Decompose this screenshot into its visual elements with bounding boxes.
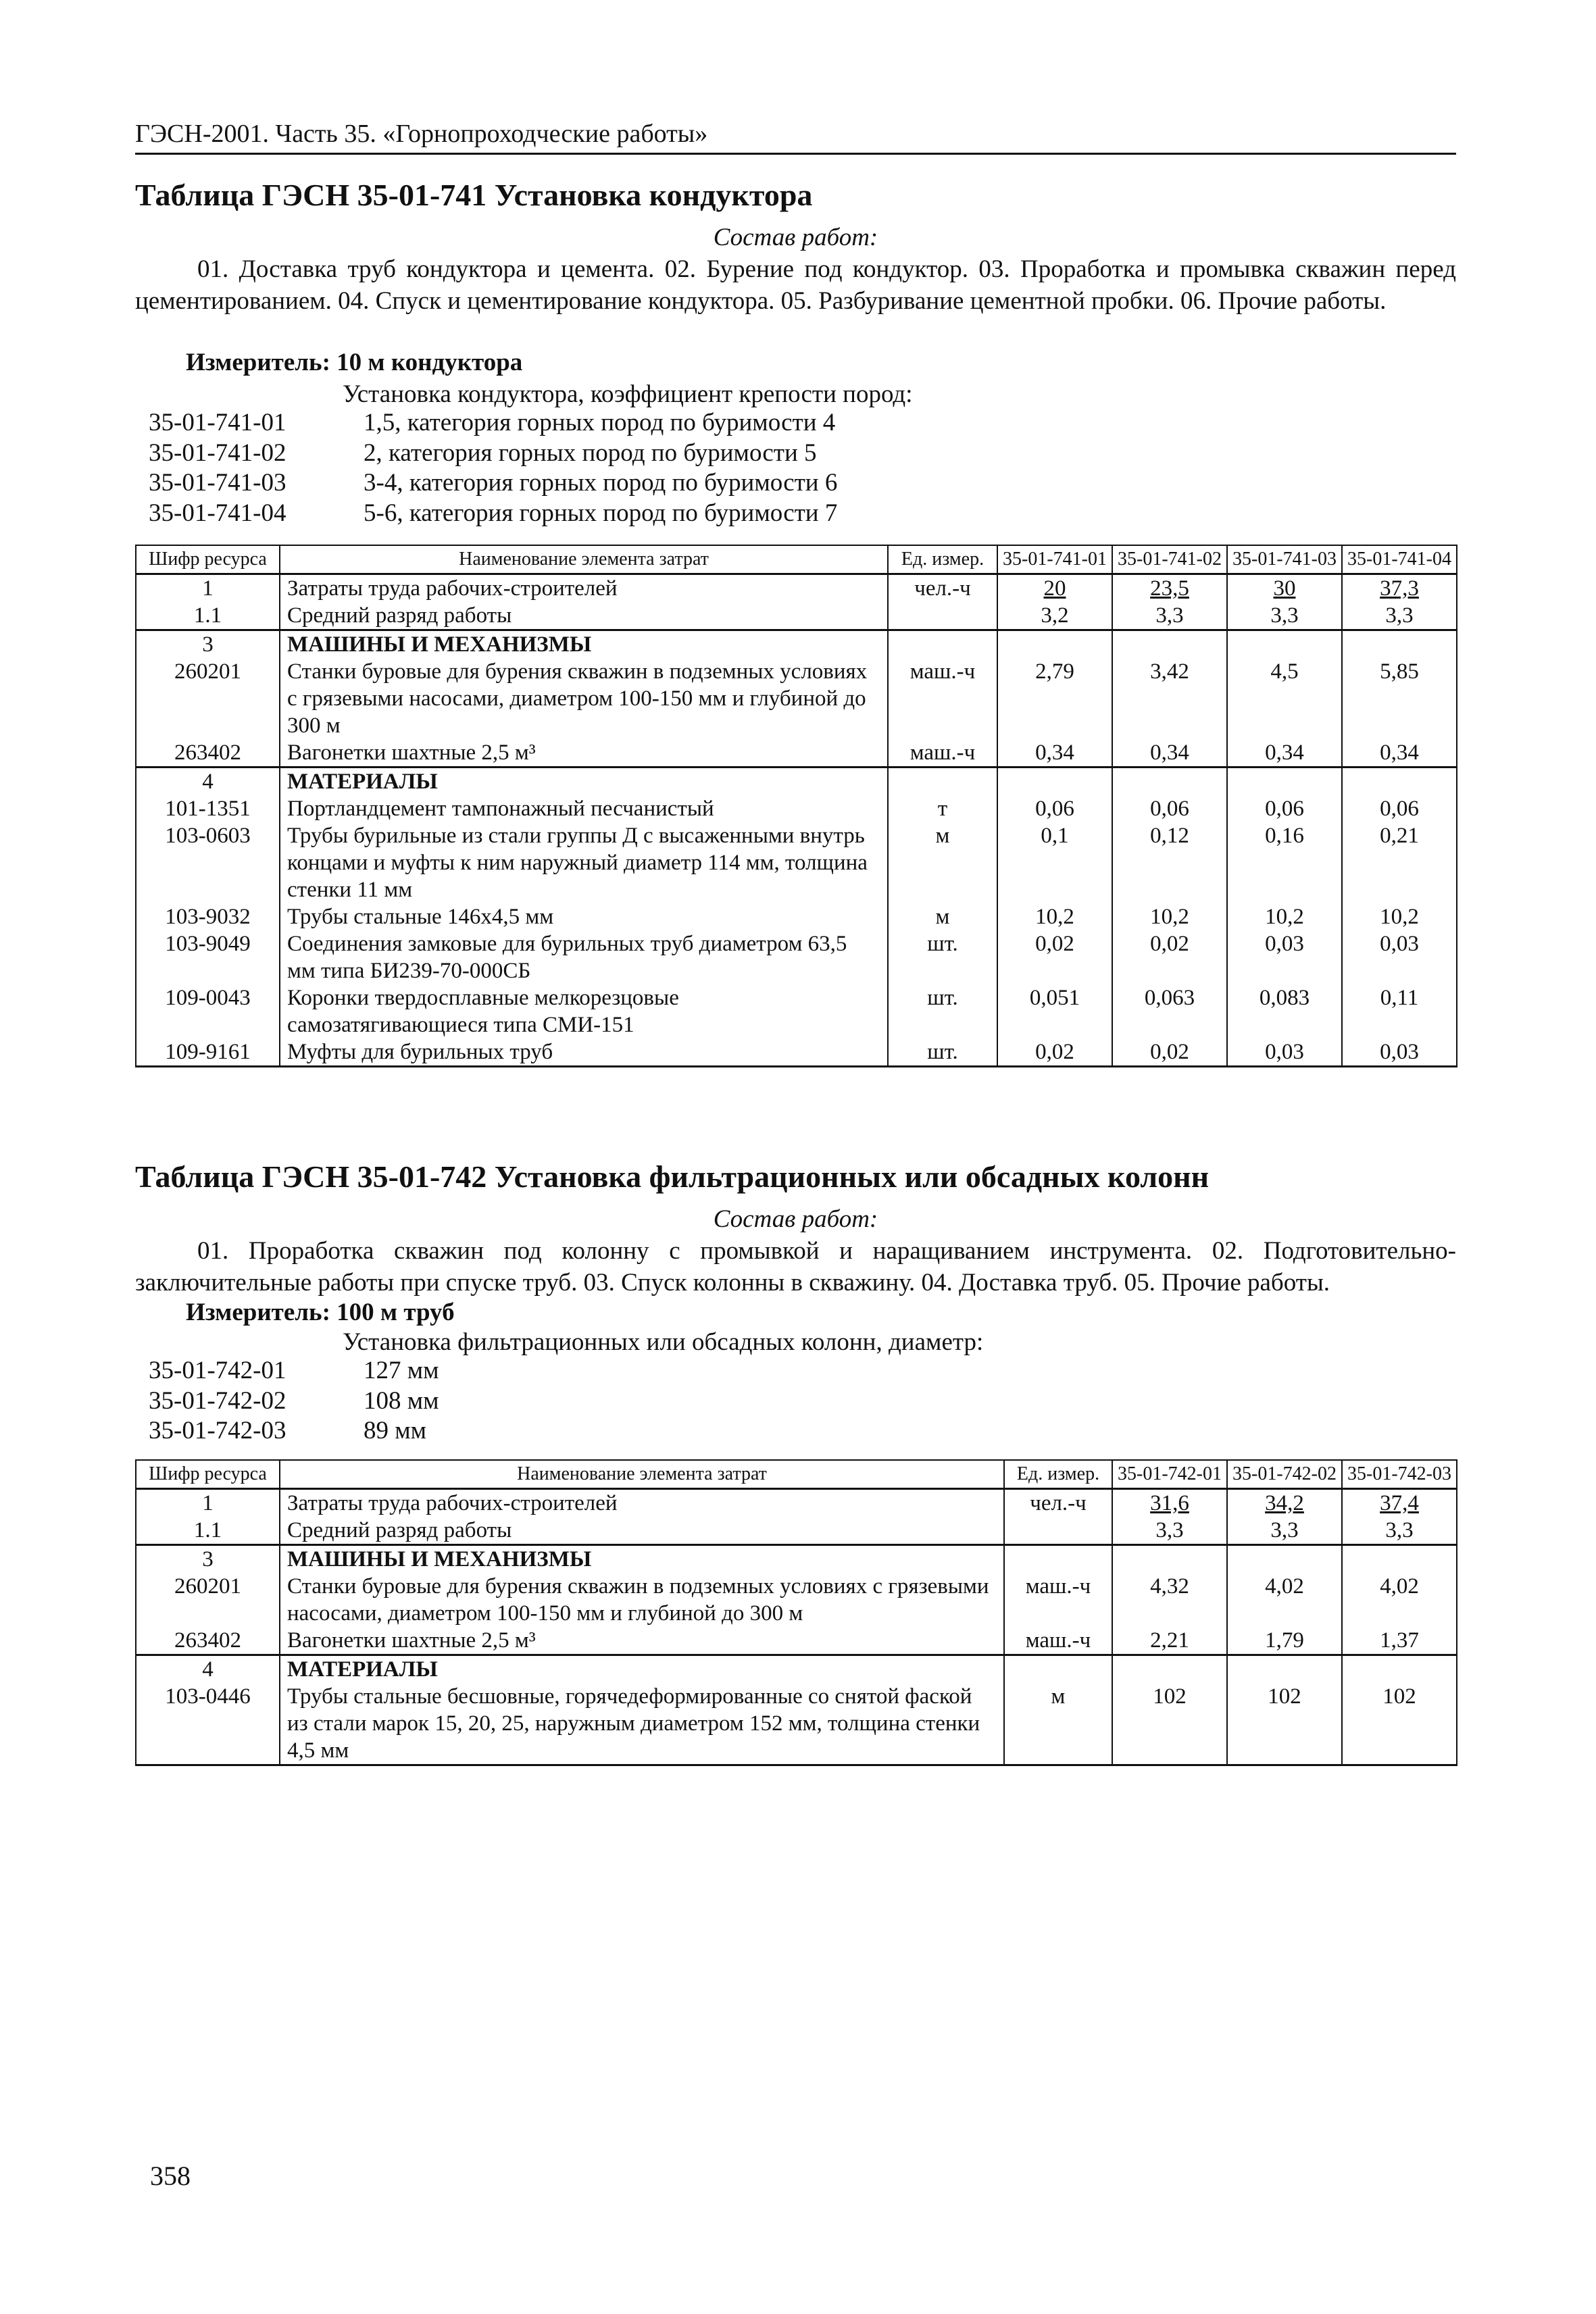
cell-name: Затраты труда рабочих-строителей (280, 574, 888, 603)
table1-work-composition: 01. Доставка труб кондуктора и цемента. 02. Бурение под кондуктор. 03. Проработка и промывка скважин перед цементированием. 04. Спуск и цементирование кондуктора. 05. Разбуривание цементной пробки. 06. Прочие работы. (135, 255, 1456, 315)
cell-value: 0,03 (1227, 1038, 1342, 1067)
variant-code: 35-01-741-04 (149, 499, 286, 527)
cell-name: Трубы бурильные из стали группы Д с высаженными внутрь концами и муфты к ним наружный диаметр 114 мм, толщина стенки 11 мм (280, 822, 888, 903)
header-variant: 35-01-742-01 (1112, 1460, 1227, 1489)
header-variant: 35-01-742-02 (1227, 1460, 1342, 1489)
table1-measure: Измеритель: 10 м кондуктора (186, 349, 523, 376)
cell-unit: м (1004, 1683, 1112, 1765)
cell-value: 1,37 (1342, 1627, 1457, 1655)
table1-variants-list (149, 408, 837, 528)
variant-code: 35-01-742-03 (149, 1417, 286, 1444)
cell-unit (888, 602, 997, 630)
cell-value: 3,3 (1112, 602, 1227, 630)
table2-measure: Измеритель: 100 м труб (186, 1299, 455, 1326)
table2-resources (135, 1459, 1457, 1766)
group-header-row (136, 1545, 1457, 1574)
table-row (136, 658, 1457, 739)
group-code: 3 (136, 630, 280, 659)
cell-value: 102 (1342, 1683, 1457, 1765)
cell-value: 2,79 (997, 658, 1112, 739)
cell-value: 3,3 (1342, 602, 1457, 630)
table-row (136, 795, 1457, 822)
cell-value: 3,3 (1112, 1517, 1227, 1545)
cell-value: 4,32 (1112, 1573, 1227, 1627)
header-variant: 35-01-741-01 (997, 545, 1112, 574)
cell-value: 10,2 (1342, 903, 1457, 930)
cell-code: 263402 (136, 739, 280, 768)
cell-value: 31,6 (1112, 1489, 1227, 1517)
cell-code: 1 (136, 574, 280, 603)
table-row (136, 984, 1457, 1038)
header-variant: 35-01-742-03 (1342, 1460, 1457, 1489)
table2-title: Таблица ГЭСН 35-01-742 Установка фильтрационных или обсадных колонн (135, 1159, 1210, 1194)
cell-value: 37,3 (1342, 574, 1457, 603)
cell-unit (1004, 1517, 1112, 1545)
variant-code: 35-01-741-01 (149, 409, 286, 436)
cell-code: 103-9032 (136, 903, 280, 930)
cell-code: 101-1351 (136, 795, 280, 822)
cell-name: Станки буровые для бурения скважин в подземных условиях с грязевыми насосами, диаметром 100-150 мм и глубиной до 300 м (280, 658, 888, 739)
table-row (136, 1683, 1457, 1765)
table2-sostav-label: Состав работ: (713, 1205, 878, 1233)
variant-text: 127 мм (364, 1357, 439, 1384)
cell-code: 1.1 (136, 1517, 280, 1545)
variant-text: 5-6, категория горных пород по буримости 7 (364, 499, 838, 527)
group-header-row (136, 630, 1457, 659)
table-row (136, 1038, 1457, 1067)
group-code: 3 (136, 1545, 280, 1574)
cell-code: 109-0043 (136, 984, 280, 1038)
cell-value: 1,79 (1227, 1627, 1342, 1655)
group-header-row (136, 1655, 1457, 1684)
cell-value: 4,02 (1342, 1573, 1457, 1627)
header-code: Шифр ресурса (136, 545, 280, 574)
cell-name: Трубы стальные 146х4,5 мм (280, 903, 888, 930)
cell-value: 4,02 (1227, 1573, 1342, 1627)
table-row (136, 930, 1457, 984)
table-row (136, 1517, 1457, 1545)
cell-value: 0,06 (1342, 795, 1457, 822)
variant-row (149, 438, 837, 469)
variant-row (149, 408, 837, 438)
cell-value: 3,3 (1342, 1517, 1457, 1545)
group-title: МАШИНЫ И МЕХАНИЗМЫ (280, 630, 888, 659)
header-variant: 35-01-741-03 (1227, 545, 1342, 574)
cell-value: 0,02 (1112, 930, 1227, 984)
cell-code: 263402 (136, 1627, 280, 1655)
cell-unit: чел.-ч (1004, 1489, 1112, 1517)
cell-unit: м (888, 903, 997, 930)
cell-value: 0,11 (1342, 984, 1457, 1038)
cell-value: 102 (1112, 1683, 1227, 1765)
table2-work-composition: 01. Проработка скважин под колонну с промывкой и наращиванием инструмента. 02. Подготовительно-заключительные работы при спуске труб. 03. Спуск колонны в скважину. 04. Доставка труб. 05. Прочие работы. (135, 1237, 1456, 1297)
cell-value: 0,34 (1227, 739, 1342, 768)
cell-code: 103-0603 (136, 822, 280, 903)
cell-name: Вагонетки шахтные 2,5 м³ (280, 1627, 1004, 1655)
table-row (136, 1489, 1457, 1517)
cell-value: 4,5 (1227, 658, 1342, 739)
variant-code: 35-01-742-01 (149, 1357, 286, 1384)
variant-code: 35-01-741-02 (149, 438, 286, 467)
cell-name: Портландцемент тампонажный песчанистый (280, 795, 888, 822)
variant-row (149, 499, 837, 529)
variant-row (149, 1356, 439, 1386)
cell-code: 1 (136, 1489, 280, 1517)
cell-name: Вагонетки шахтные 2,5 м³ (280, 739, 888, 768)
cell-unit: чел.-ч (888, 574, 997, 603)
table2-variants-list (149, 1356, 439, 1447)
cell-value: 0,34 (997, 739, 1112, 768)
cell-name: Трубы стальные бесшовные, горячедеформированные со снятой фаской из стали марок 15, 20, 25, наружным диаметром 152 мм, толщина стенки 4,5 мм (280, 1683, 1004, 1765)
cell-code: 109-9161 (136, 1038, 280, 1067)
cell-name: Затраты труда рабочих-строителей (280, 1489, 1004, 1517)
group-title: МАТЕРИАЛЫ (280, 1655, 1004, 1684)
cell-unit: маш.-ч (888, 739, 997, 768)
cell-code: 260201 (136, 658, 280, 739)
cell-value: 3,42 (1112, 658, 1227, 739)
variant-row (149, 1386, 439, 1417)
cell-name: Средний разряд работы (280, 1517, 1004, 1545)
table-row (136, 1573, 1457, 1627)
cell-code: 103-0446 (136, 1683, 280, 1765)
cell-value: 0,03 (1227, 930, 1342, 984)
table-row (136, 602, 1457, 630)
cell-value: 0,03 (1342, 930, 1457, 984)
table2-variants-intro: Установка фильтрационных или обсадных колонн, диаметр: (343, 1328, 984, 1356)
header-unit: Ед. измер. (888, 545, 997, 574)
cell-code: 260201 (136, 1573, 280, 1627)
variant-code: 35-01-741-03 (149, 469, 286, 497)
header-variant: 35-01-741-02 (1112, 545, 1227, 574)
cell-name: Средний разряд работы (280, 602, 888, 630)
table1-title: Таблица ГЭСН 35-01-741 Установка кондуктора (135, 178, 813, 212)
cell-name: Соединения замковые для бурильных труб диаметром 63,5 мм типа БИ239-70-000СБ (280, 930, 888, 984)
cell-name: Муфты для бурильных труб (280, 1038, 888, 1067)
variant-text: 2, категория горных пород по буримости 5 (364, 438, 817, 467)
header-unit: Ед. измер. (1004, 1460, 1112, 1489)
table-row (136, 822, 1457, 903)
group-code: 4 (136, 768, 280, 796)
group-header-row (136, 768, 1457, 796)
variant-text: 3-4, категория горных пород по буримости 6 (364, 469, 838, 497)
cell-value: 2,21 (1112, 1627, 1227, 1655)
cell-value: 0,063 (1112, 984, 1227, 1038)
cell-name: Станки буровые для бурения скважин в подземных условиях с грязевыми насосами, диаметром 100-150 мм и глубиной до 300 м (280, 1573, 1004, 1627)
cell-value: 0,02 (997, 930, 1112, 984)
cell-value: 0,03 (1342, 1038, 1457, 1067)
cell-value: 0,16 (1227, 822, 1342, 903)
cell-value: 0,21 (1342, 822, 1457, 903)
variant-row (149, 1416, 439, 1447)
cell-value: 3,3 (1227, 602, 1342, 630)
cell-value: 37,4 (1342, 1489, 1457, 1517)
cell-value: 0,1 (997, 822, 1112, 903)
cell-value: 0,06 (1227, 795, 1342, 822)
cell-value: 0,02 (1112, 1038, 1227, 1067)
cell-value: 10,2 (1112, 903, 1227, 930)
cell-unit: маш.-ч (1004, 1573, 1112, 1627)
cell-value: 0,06 (997, 795, 1112, 822)
header-variant: 35-01-741-04 (1342, 545, 1457, 574)
table-row (136, 1627, 1457, 1655)
group-title: МАШИНЫ И МЕХАНИЗМЫ (280, 1545, 1004, 1574)
cell-value: 10,2 (997, 903, 1112, 930)
table1-resources (135, 545, 1457, 1067)
cell-value: 0,02 (997, 1038, 1112, 1067)
cell-name: Коронки твердосплавные мелкорезцовые самозатягивающиеся типа СМИ-151 (280, 984, 888, 1038)
cell-code: 103-9049 (136, 930, 280, 984)
cell-value: 0,083 (1227, 984, 1342, 1038)
cell-value: 34,2 (1227, 1489, 1342, 1517)
cell-unit: т (888, 795, 997, 822)
header-code: Шифр ресурса (136, 1460, 280, 1489)
cell-value: 10,2 (1227, 903, 1342, 930)
variant-text: 108 мм (364, 1386, 439, 1415)
cell-unit: шт. (888, 930, 997, 984)
cell-unit: м (888, 822, 997, 903)
cell-value: 0,06 (1112, 795, 1227, 822)
table-row (136, 574, 1457, 603)
header-name: Наименование элемента затрат (280, 1460, 1004, 1489)
cell-value: 0,12 (1112, 822, 1227, 903)
cell-value: 0,051 (997, 984, 1112, 1038)
variant-row (149, 468, 837, 499)
cell-unit: шт. (888, 1038, 997, 1067)
cell-value: 5,85 (1342, 658, 1457, 739)
cell-value: 0,34 (1342, 739, 1457, 768)
cell-value: 20 (997, 574, 1112, 603)
running-header: ГЭСН-2001. Часть 35. «Горнопроходческие работы» (135, 120, 1456, 155)
cell-value: 3,3 (1227, 1517, 1342, 1545)
cell-unit: маш.-ч (1004, 1627, 1112, 1655)
variant-text: 1,5, категория горных пород по буримости 4 (364, 409, 836, 436)
table1-variants-intro: Установка кондуктора, коэффициент крепости пород: (343, 380, 913, 408)
cell-value: 30 (1227, 574, 1342, 603)
table1-sostav-label: Состав работ: (713, 224, 878, 251)
table-row (136, 903, 1457, 930)
group-code: 4 (136, 1655, 280, 1684)
cell-value: 23,5 (1112, 574, 1227, 603)
cell-unit: шт. (888, 984, 997, 1038)
variant-code: 35-01-742-02 (149, 1386, 286, 1415)
header-name: Наименование элемента затрат (280, 545, 888, 574)
cell-value: 0,34 (1112, 739, 1227, 768)
variant-text: 89 мм (364, 1417, 427, 1444)
page-number: 358 (150, 2161, 191, 2191)
cell-value: 102 (1227, 1683, 1342, 1765)
cell-unit: маш.-ч (888, 658, 997, 739)
cell-code: 1.1 (136, 602, 280, 630)
table-row (136, 739, 1457, 768)
cell-value: 3,2 (997, 602, 1112, 630)
group-title: МАТЕРИАЛЫ (280, 768, 888, 796)
